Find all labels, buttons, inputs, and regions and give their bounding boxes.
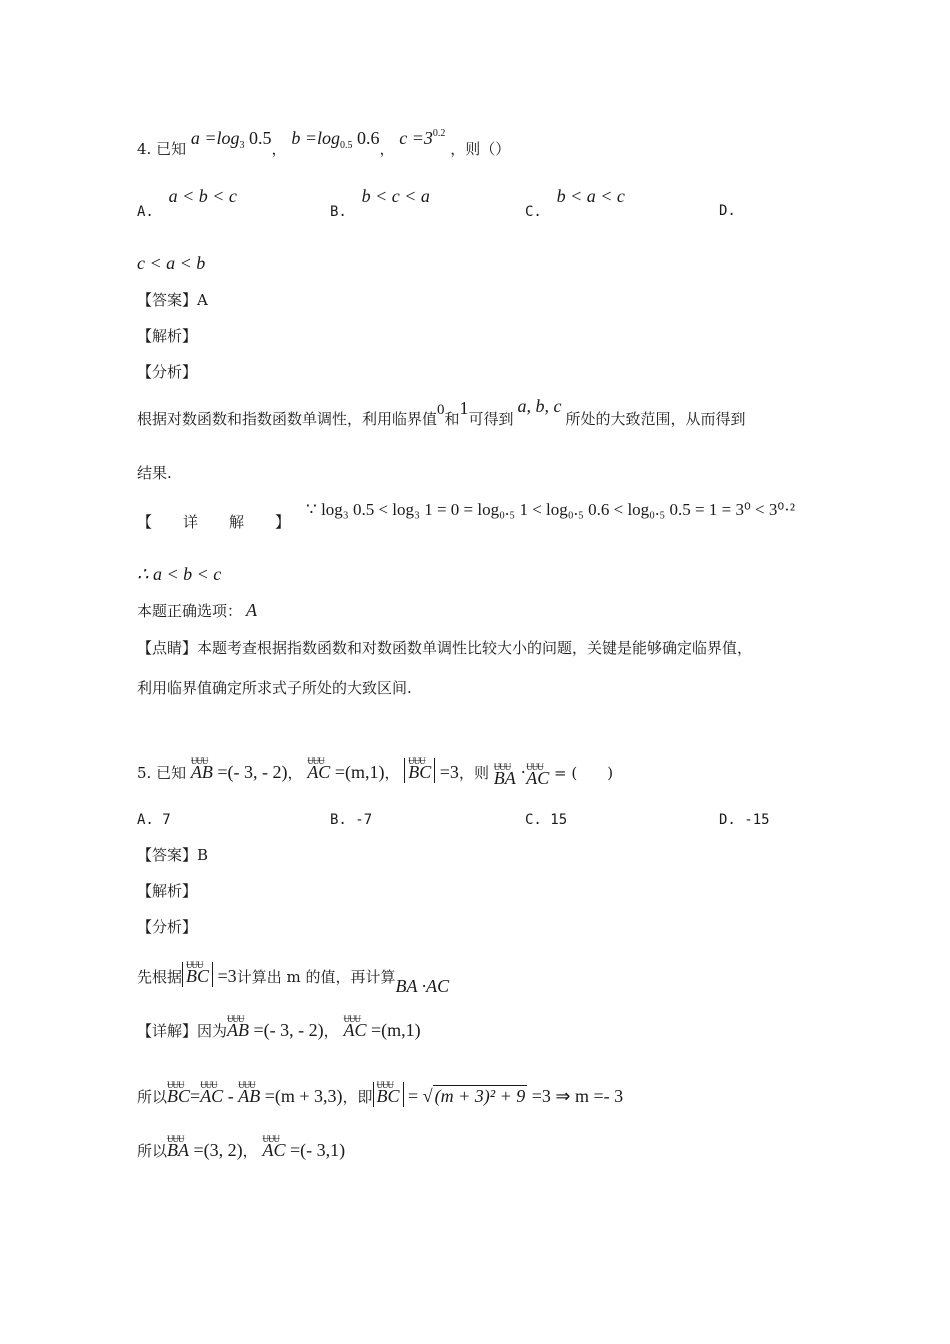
q4-fenxi-zero: 0	[437, 402, 445, 418]
q4-def-c	[399, 128, 445, 148]
q5-vector-ac: ɄɄɄ AC	[307, 762, 330, 782]
q4-option-c-math: b < a < c	[556, 186, 625, 206]
q5-option-c: C. 15	[525, 812, 568, 828]
q5-bc-value: =3	[435, 762, 459, 782]
q4-therefore: ∴ a < b < c	[137, 564, 222, 584]
q4-def-a	[190, 128, 272, 151]
q5-sep2: ，	[384, 764, 400, 782]
q5-fenxi-bc: ɄɄɄ BC	[186, 966, 209, 986]
q5-vector-ab: ɄɄɄ AB	[191, 762, 213, 782]
q5-fenxi-heading: 【分析】	[137, 918, 198, 936]
q4-option-b-math: b < c < a	[361, 186, 430, 206]
q5-option-b: B. -7	[330, 812, 373, 828]
q5-fenxi-line	[137, 962, 450, 996]
q5-fenxi-eq: =3	[213, 966, 237, 986]
q5-so1-ab: ɄɄɄ AB	[238, 1086, 260, 1106]
q5-so2-prefix: 所以	[137, 1142, 168, 1160]
q4-sep2: ，	[379, 140, 395, 158]
q4-dianjing-line1: 【点睛】本题考查根据指数函数和对数函数单调性比较大小的问题，关键是能够确定临界值，	[137, 639, 753, 657]
q4-fenxi-he: 和	[444, 410, 460, 428]
q5-detail-ab-value: =(- 3, - 2)	[249, 1020, 324, 1040]
q4-option-d-math-line	[137, 253, 205, 274]
q4-detail-math: ∵ log₃ 0.5 < log₃ 1 = 0 = log₀.₅ 1 < log₀.₅ 0.6 < log₀.₅ 0.5 = 1 = 3⁰ < 3⁰·²	[306, 500, 795, 519]
q5-fenxi-prefix: 先根据	[137, 968, 183, 986]
q4-option-a-math: a < b < c	[168, 186, 237, 206]
q5-fenxi-bc-magnitude	[182, 962, 213, 987]
q4-fenxi-line1	[137, 396, 746, 430]
q5-option-d: D. -15	[719, 812, 770, 828]
q5-so1-minus: -	[223, 1086, 239, 1106]
q5-so1-eq: =	[190, 1086, 201, 1106]
q4-def-a-base: 3	[239, 140, 245, 151]
q4-stem-suffix: ，则（）	[450, 140, 511, 158]
q5-detail-ac: ɄɄɄ AC	[343, 1020, 366, 1040]
q5-so2-ac-value: =(- 3,1)	[285, 1140, 346, 1160]
q4-stem	[137, 128, 511, 166]
q5-so1-tail: =3 ⇒ m =- 3	[527, 1086, 624, 1106]
q5-so2-ba-value: =(3, 2)	[189, 1140, 243, 1160]
q4-option-b	[330, 186, 430, 220]
q5-so1-bc2: ɄɄɄ BC	[377, 1086, 400, 1106]
q4-option-d-math: c < a < b	[137, 253, 206, 273]
q5-so-line1	[137, 1082, 623, 1107]
q5-ab-value: =(- 3, - 2)	[212, 762, 288, 782]
q5-so1-sqrt: (m + 3)² + 9	[434, 1086, 526, 1106]
q5-answer: 【答案】B	[137, 846, 209, 864]
q5-so2-ba: ɄɄɄ BA	[167, 1140, 189, 1160]
q5-so1-bc: ɄɄɄ BC	[167, 1086, 190, 1106]
q4-def-b-text: b =log	[291, 128, 340, 148]
q4-fenxi-one: 1	[459, 398, 469, 418]
q5-detail-sep: ，	[323, 1022, 339, 1040]
q5-detail-ac-value: =(m,1)	[366, 1020, 421, 1040]
q4-def-c-text: c =3	[399, 128, 433, 148]
q5-so1-value: =(m + 3,3)	[260, 1086, 343, 1106]
q5-dot: ·	[515, 762, 527, 782]
q4-fenxi-text1: 根据对数函数和指数函数单调性，利用临界值	[137, 410, 438, 428]
q4-option-a	[137, 186, 237, 220]
q5-fenxi-end: BA ·AC	[395, 976, 450, 996]
q5-sep1: ，	[287, 764, 303, 782]
q5-ac-value: =(m,1)	[330, 762, 385, 782]
q4-correct-prefix: 本题正确选项：	[137, 602, 243, 620]
q5-stem	[137, 758, 614, 788]
q5-fenxi-mid: 计算出 m 的值，再计算	[236, 968, 396, 986]
q4-fenxi-text3: 所处的大致范围，从而得到	[565, 410, 746, 428]
q4-fenxi-abc: a, b, c	[517, 396, 562, 416]
q5-detail-prefix: 【详解】因为	[137, 1022, 228, 1040]
q5-so-line2	[137, 1140, 345, 1161]
q4-dianjing-line2: 利用临界值确定所求式子所处的大致区间.	[137, 679, 412, 697]
q5-detail-ab: ɄɄɄ AB	[227, 1020, 249, 1040]
q4-fenxi-text2: 可得到	[468, 410, 514, 428]
q4-def-a-arg: 0.5	[244, 128, 272, 148]
q4-def-a-text: a =log	[190, 128, 240, 148]
q5-bc-magnitude	[404, 758, 435, 783]
q5-vector-ba: ɄɄɄ BA	[494, 768, 516, 788]
q5-option-a: A. 7	[137, 812, 171, 828]
q4-answer: 【答案】A	[137, 291, 208, 309]
q4-option-a-label: A.	[137, 204, 154, 220]
q4-def-b-arg: 0.6	[352, 128, 380, 148]
q4-def-b	[291, 128, 380, 151]
q5-so1-prefix: 所以	[137, 1088, 168, 1106]
q4-therefore-line	[137, 564, 221, 585]
q4-detail-label: 【 详 解 】	[137, 513, 299, 531]
q4-option-c	[525, 186, 625, 220]
q5-so2-sep: ，	[242, 1142, 258, 1160]
q5-stem-suffix: = ( )	[549, 764, 614, 782]
q4-def-c-exp: 0.2	[432, 128, 446, 139]
q4-option-b-label: B.	[330, 204, 347, 220]
q5-vector-bc: ɄɄɄ BC	[408, 762, 431, 782]
q5-vector-ac2: ɄɄɄ AC	[526, 768, 549, 788]
q5-so2-ac: ɄɄɄ AC	[262, 1140, 285, 1160]
q4-correct-line	[137, 600, 257, 621]
q5-stem-mid: ，则	[458, 764, 489, 782]
q4-def-b-base: 0.5	[339, 140, 353, 151]
q4-option-d	[719, 200, 736, 221]
q4-analysis-heading: 【解析】	[137, 327, 198, 345]
q5-so1-ji: ，即	[342, 1088, 373, 1106]
q4-option-c-label: C.	[525, 204, 542, 220]
q5-stem-prefix: 5. 已知	[137, 764, 187, 782]
q5-analysis-heading: 【解析】	[137, 882, 198, 900]
q5-so1-eq2: =	[403, 1086, 423, 1106]
q5-so1-ac: ɄɄɄ AC	[200, 1086, 223, 1106]
q4-stem-prefix: 4. 已知	[137, 140, 187, 158]
q5-so1-sqrt-sign: √	[422, 1086, 433, 1106]
q4-sep1: ，	[271, 140, 287, 158]
q4-fenxi-heading: 【分析】	[137, 363, 198, 381]
q5-detail-line	[137, 1020, 421, 1041]
q4-option-d-label: D.	[719, 203, 736, 219]
q5-so1-bc-magnitude	[373, 1082, 404, 1107]
q4-fenxi-text4: 结果.	[137, 464, 172, 482]
q4-correct-value: A	[246, 600, 258, 620]
